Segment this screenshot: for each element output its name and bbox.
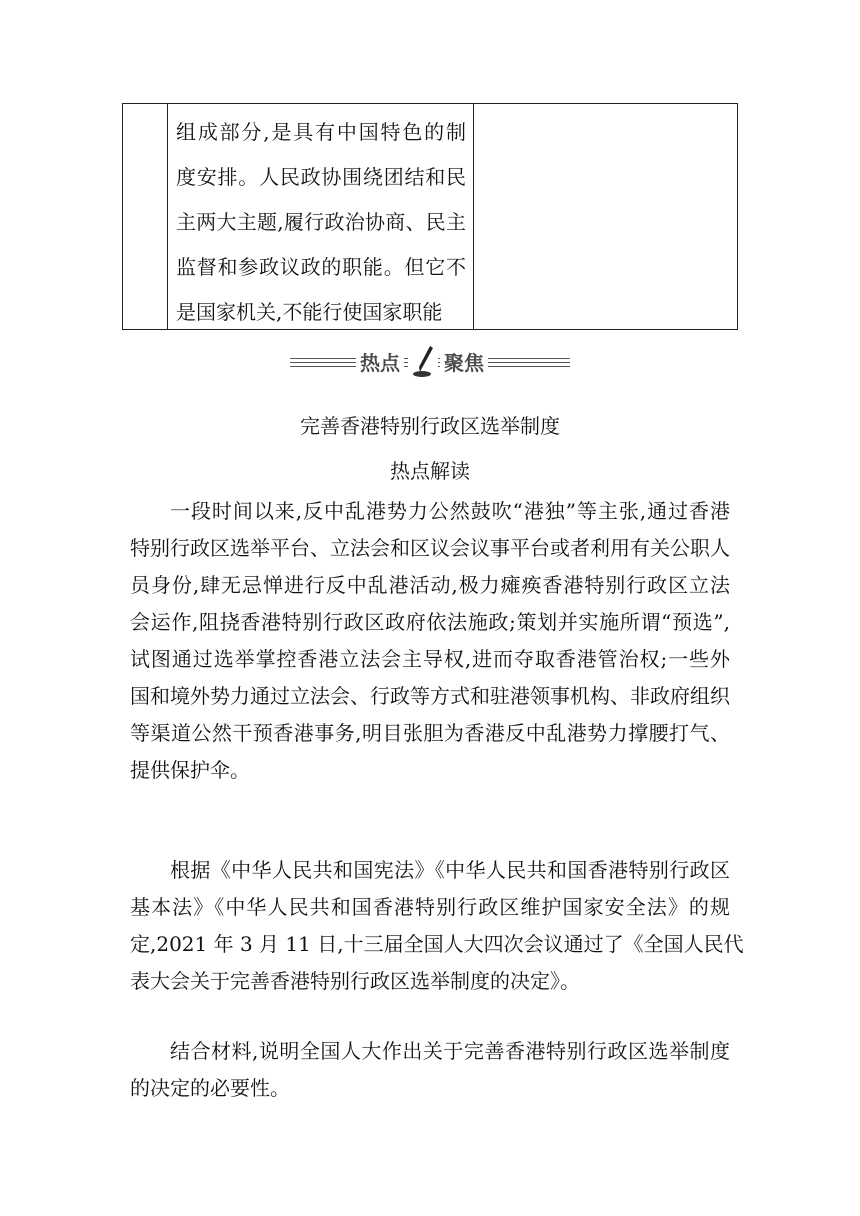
- paragraph-line: 等渠道公然干预香港事务,明目张胆为香港反中乱港势力撑腰打气、: [130, 721, 730, 745]
- paragraph-line: 一段时间以来,反中乱港势力公然鼓吹“港独”等主张,通过香港: [170, 499, 730, 523]
- table-cell-line: 是国家机关,不能行使国家职能: [176, 300, 443, 324]
- table-cell-line: 度安排。人民政协围绕团结和民: [176, 165, 466, 189]
- banner-right-label: 聚焦: [440, 347, 488, 376]
- quill-pen-icon: [408, 344, 438, 378]
- paragraph: [130, 852, 744, 1000]
- paragraph-line: 会运作,阻挠香港特别行政区政府依法施政;策划并实施所谓“预选”,: [130, 610, 730, 634]
- paragraph: [130, 493, 730, 789]
- table-cell-text: [176, 110, 466, 335]
- paragraph-line: 表大会关于完善香港特别行政区选举制度的决定》。: [130, 969, 580, 993]
- topic-title: 完善香港特别行政区选举制度: [300, 414, 560, 438]
- paragraph-line: 的决定的必要性。: [130, 1076, 290, 1100]
- paragraph: [130, 1033, 730, 1107]
- paragraph-line: 结合材料,说明全国人大作出关于完善香港特别行政区选举制度: [170, 1039, 730, 1063]
- table-column-divider: [473, 104, 474, 329]
- banner-left-label: 热点: [356, 347, 404, 376]
- paragraph-line: 员身份,肆无忌惮进行反中乱港活动,极力瘫痪香港特别行政区立法: [130, 573, 730, 597]
- table-cell-line: 主两大主题,履行政治协商、民主: [176, 210, 466, 234]
- paragraph-line: 国和境外势力通过立法会、行政等方式和驻港领事机构、非政府组织: [130, 684, 730, 708]
- table-cell-line: 组成部分,是具有中国特色的制: [176, 120, 466, 144]
- table-cell-line: 监督和参政议政的职能。但它不: [176, 255, 466, 279]
- paragraph-line: 定,2021 年 3 月 11 日,十三届全国人大四次会议通过了《全国人民代: [130, 932, 744, 956]
- paragraph-line: 提供保护伞。: [130, 758, 250, 782]
- section-title: 热点解读: [390, 459, 470, 483]
- table-fragment: [122, 103, 738, 330]
- paragraph-line: 基本法》《中华人民共和国香港特别行政区维护国家安全法》的规: [130, 895, 730, 919]
- paragraph-line: 试图通过选举掌控香港立法会主导权,进而夺取香港管治权;一些外: [130, 647, 730, 671]
- table-column-divider: [167, 104, 168, 329]
- hot-topic-banner: [290, 344, 570, 378]
- paragraph-line: 根据《中华人民共和国宪法》《中华人民共和国香港特别行政区: [170, 858, 730, 882]
- paragraph-line: 特别行政区选举平台、立法会和区议会议事平台或者利用有关公职人: [130, 536, 730, 560]
